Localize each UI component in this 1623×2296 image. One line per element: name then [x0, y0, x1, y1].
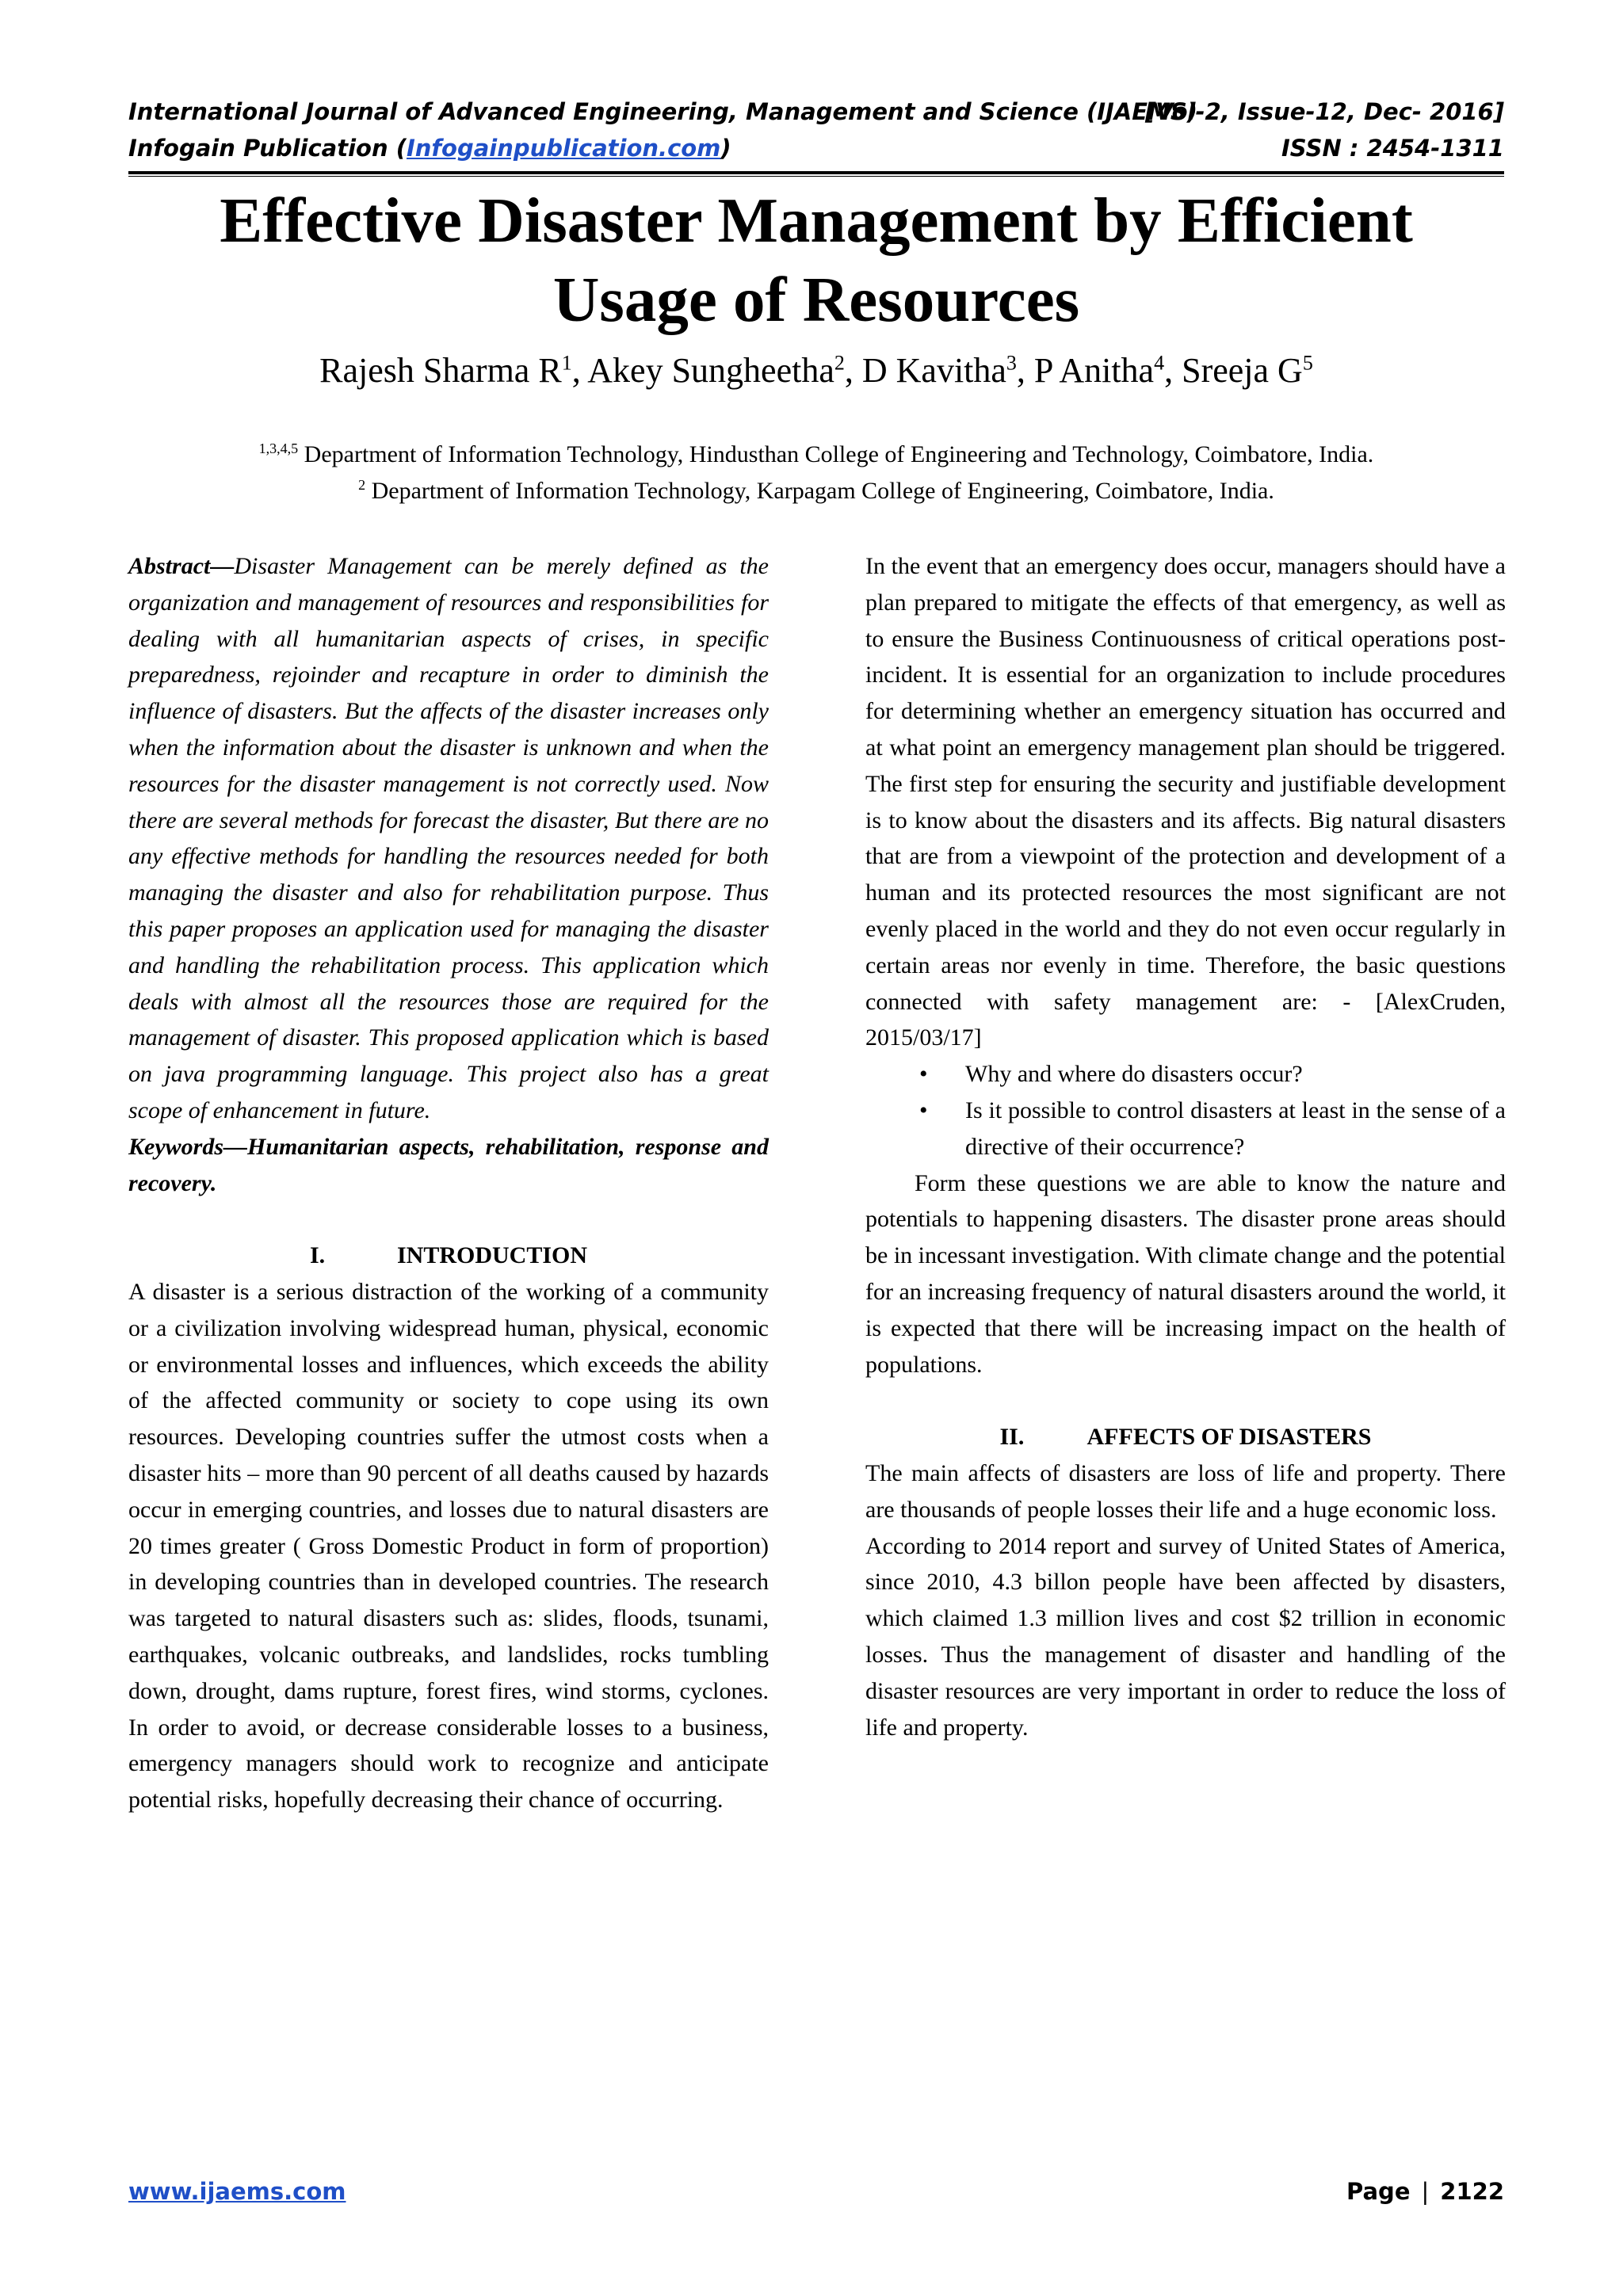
section-title: AFFECTS OF DISASTERS: [1086, 1424, 1372, 1451]
volume-info: [Vol-2, Issue-12, Dec- 2016]: [1145, 98, 1504, 125]
keywords-label: Keywords: [128, 1133, 223, 1160]
abstract-text: Disaster Management can be merely defined as the organization and management of resources and responsibilities for dealing with all humanitarian aspects of crises, in specific preparedness, rejoinder and recapture in order to diminish the influence of disasters. But the affects of the disaster increases only when the information about the disaster is unknown and when the resources for the disaster management is not correctly used. Now there are several methods for forecast the disaster, But there are no any effective methods for handling the resources needed for both managing the disaster and also for rehabilitation purpose. Thus this paper proposes an application used for managing the disaster and handling the rehabilitation process. This application which deals with almost all the resources those are required for the management of disaster. This proposed application which is based on java programming language. This project also has a great scope of enhancement in future.: [128, 553, 769, 1123]
footer-page-number: [1346, 2177, 1504, 2206]
author: P Anitha: [1033, 351, 1155, 390]
spacer: [865, 1383, 1506, 1419]
affects-paragraph-2: According to 2014 report and survey of United States of America, since 2010, 4.3 billon people have been affected by disasters, which claimed 1.3 million lives and cost $2 trillion in economic losses. Thus the management of disaster and handling of the disaster resources are very important in order to reduce the loss of life and property.: [865, 1532, 1506, 1741]
page-number: 2122: [1440, 2178, 1504, 2205]
author-list: [95, 349, 1537, 393]
author: Akey Sungheetha: [587, 351, 834, 390]
left-column: [128, 548, 769, 1818]
title-line-1: Effective Disaster Management by Efficient: [220, 185, 1413, 256]
affiliation-text: Department of Information Technology, Hindusthan College of Engineering and Technology, Coimbatore, India.: [298, 441, 1374, 467]
section-number: II.: [999, 1424, 1025, 1451]
issn: ISSN : 2454-1311: [1281, 135, 1504, 162]
abstract-label: Abstract: [128, 553, 211, 579]
keywords-text: Humanitarian aspects, rehabilitation, response and recovery.: [128, 1133, 769, 1196]
publisher-link[interactable]: Infogainpublication.com: [406, 135, 721, 162]
right-column: [865, 548, 1506, 1745]
title-line-2: Usage of Resources: [552, 264, 1080, 335]
publisher-prefix: Infogain Publication (: [128, 135, 407, 162]
affiliation-text: Department of Information Technology, Karpagam College of Engineering, Coimbatore, India.: [365, 478, 1274, 504]
author-sup: 2: [834, 351, 845, 375]
publisher-suffix: ): [720, 135, 731, 162]
question-list: [865, 1056, 1506, 1165]
header-rule-thin: [128, 176, 1504, 177]
spacer: [128, 1201, 769, 1238]
keywords-dash: —: [223, 1133, 247, 1160]
bullet-icon: •: [919, 1097, 928, 1123]
intro-paragraph-1: A disaster is a serious distraction of the working of a community or a civilization involving widespread human, physical, economic or environmental losses and influences, which exceeds the ability of the affected community or society to cope using its own resources. Developing countries suffer the utmost costs when a disaster hits – more than 90 percent of all deaths caused by hazards occur in emerging countries, and losses due to natural disasters are 20 times greater ( Gross Domestic Product in form of proportion) in developing countries than in developed countries. The research was targeted to natural disasters such as: slides, floods, tsunami, earthquakes, volcanic outbreaks, and landslides, rocks tumbling down, drought, dams rupture, forest fires, wind storms, cyclones. In order to avoid, or decrease considerable losses to a business, emergency managers should work to recognize and anticipate potential risks, hopefully decreasing their chance of occurring.: [128, 1278, 769, 1814]
author: Sreeja G: [1182, 351, 1303, 390]
abstract: [128, 548, 769, 1129]
intro-paragraph-3: Form these questions we are able to know the nature and potentials to happening disasters. The disaster prone areas should be in incessant investigation. With climate change and the potential for an increasing frequency of natural disasters around the world, it is expected that there will be increasing impact on the health of populations.: [865, 1169, 1507, 1378]
author: Rajesh Sharma R: [319, 351, 562, 390]
affiliation: [95, 475, 1537, 507]
list-item-text: Is it possible to control disasters at least in the sense of a directive of their occurrence?: [965, 1097, 1506, 1160]
author-sup: 3: [1006, 351, 1017, 375]
author-sup: 4: [1154, 351, 1165, 375]
intro-paragraph-2: In the event that an emergency does occur, managers should have a plan prepared to mitigate the effects of that emergency, as well as to ensure the Business Continuousness of critical operations post-incident. It is essential for an organization to include procedures for determining whether an emergency situation has occurred and at what point an emergency management plan should be triggered. The first step for ensuring the security and justifiable development is to know about the disasters and its affects. Big natural disasters that are from a viewpoint of the protection and development of a human and its protected resources the most significant are not evenly placed in the world and they do not even occur regularly in certain areas nor evenly in time. Therefore, the basic questions connected with safety management are: - [AlexCruden, 2015/03/17]: [865, 553, 1506, 1051]
list-item: [865, 1093, 1506, 1165]
keywords: [128, 1129, 769, 1202]
paper-title: [95, 181, 1537, 339]
author-sup: 1: [561, 351, 572, 375]
section-title: INTRODUCTION: [396, 1242, 588, 1269]
page-separator: |: [1421, 2178, 1430, 2205]
header-rule-thick: [128, 171, 1504, 174]
section-heading-affects: [865, 1419, 1506, 1455]
section-heading-introduction: [128, 1238, 769, 1274]
affects-paragraph-1: The main affects of disasters are loss of life and property. There are thousands of people losses their life and a huge economic loss.: [865, 1459, 1506, 1523]
author: D Kavitha: [861, 351, 1006, 390]
author-sep: ,: [571, 351, 588, 390]
bullet-icon: •: [919, 1061, 928, 1088]
journal-name: International Journal of Advanced Engineering, Management and Science (IJAEMS): [128, 98, 1198, 125]
list-item: [865, 1056, 1506, 1093]
affiliation: [95, 439, 1537, 471]
affiliation-sup: 2: [358, 477, 366, 493]
author-sep: ,: [1164, 351, 1182, 390]
page-label: Page: [1346, 2178, 1411, 2205]
footer-site-link[interactable]: www.ijaems.com: [128, 2178, 346, 2205]
list-item-text: Why and where do disasters occur?: [965, 1061, 1303, 1088]
journal-header-line: [128, 98, 1504, 127]
author-sep: ,: [1016, 351, 1034, 390]
author-sup: 5: [1302, 351, 1313, 375]
abstract-dash: —: [210, 553, 235, 579]
author-sep: ,: [844, 351, 862, 390]
affiliation-sup: 1,3,4,5: [258, 441, 299, 456]
publisher-header-line: [128, 135, 1504, 163]
section-number: I.: [309, 1242, 326, 1269]
